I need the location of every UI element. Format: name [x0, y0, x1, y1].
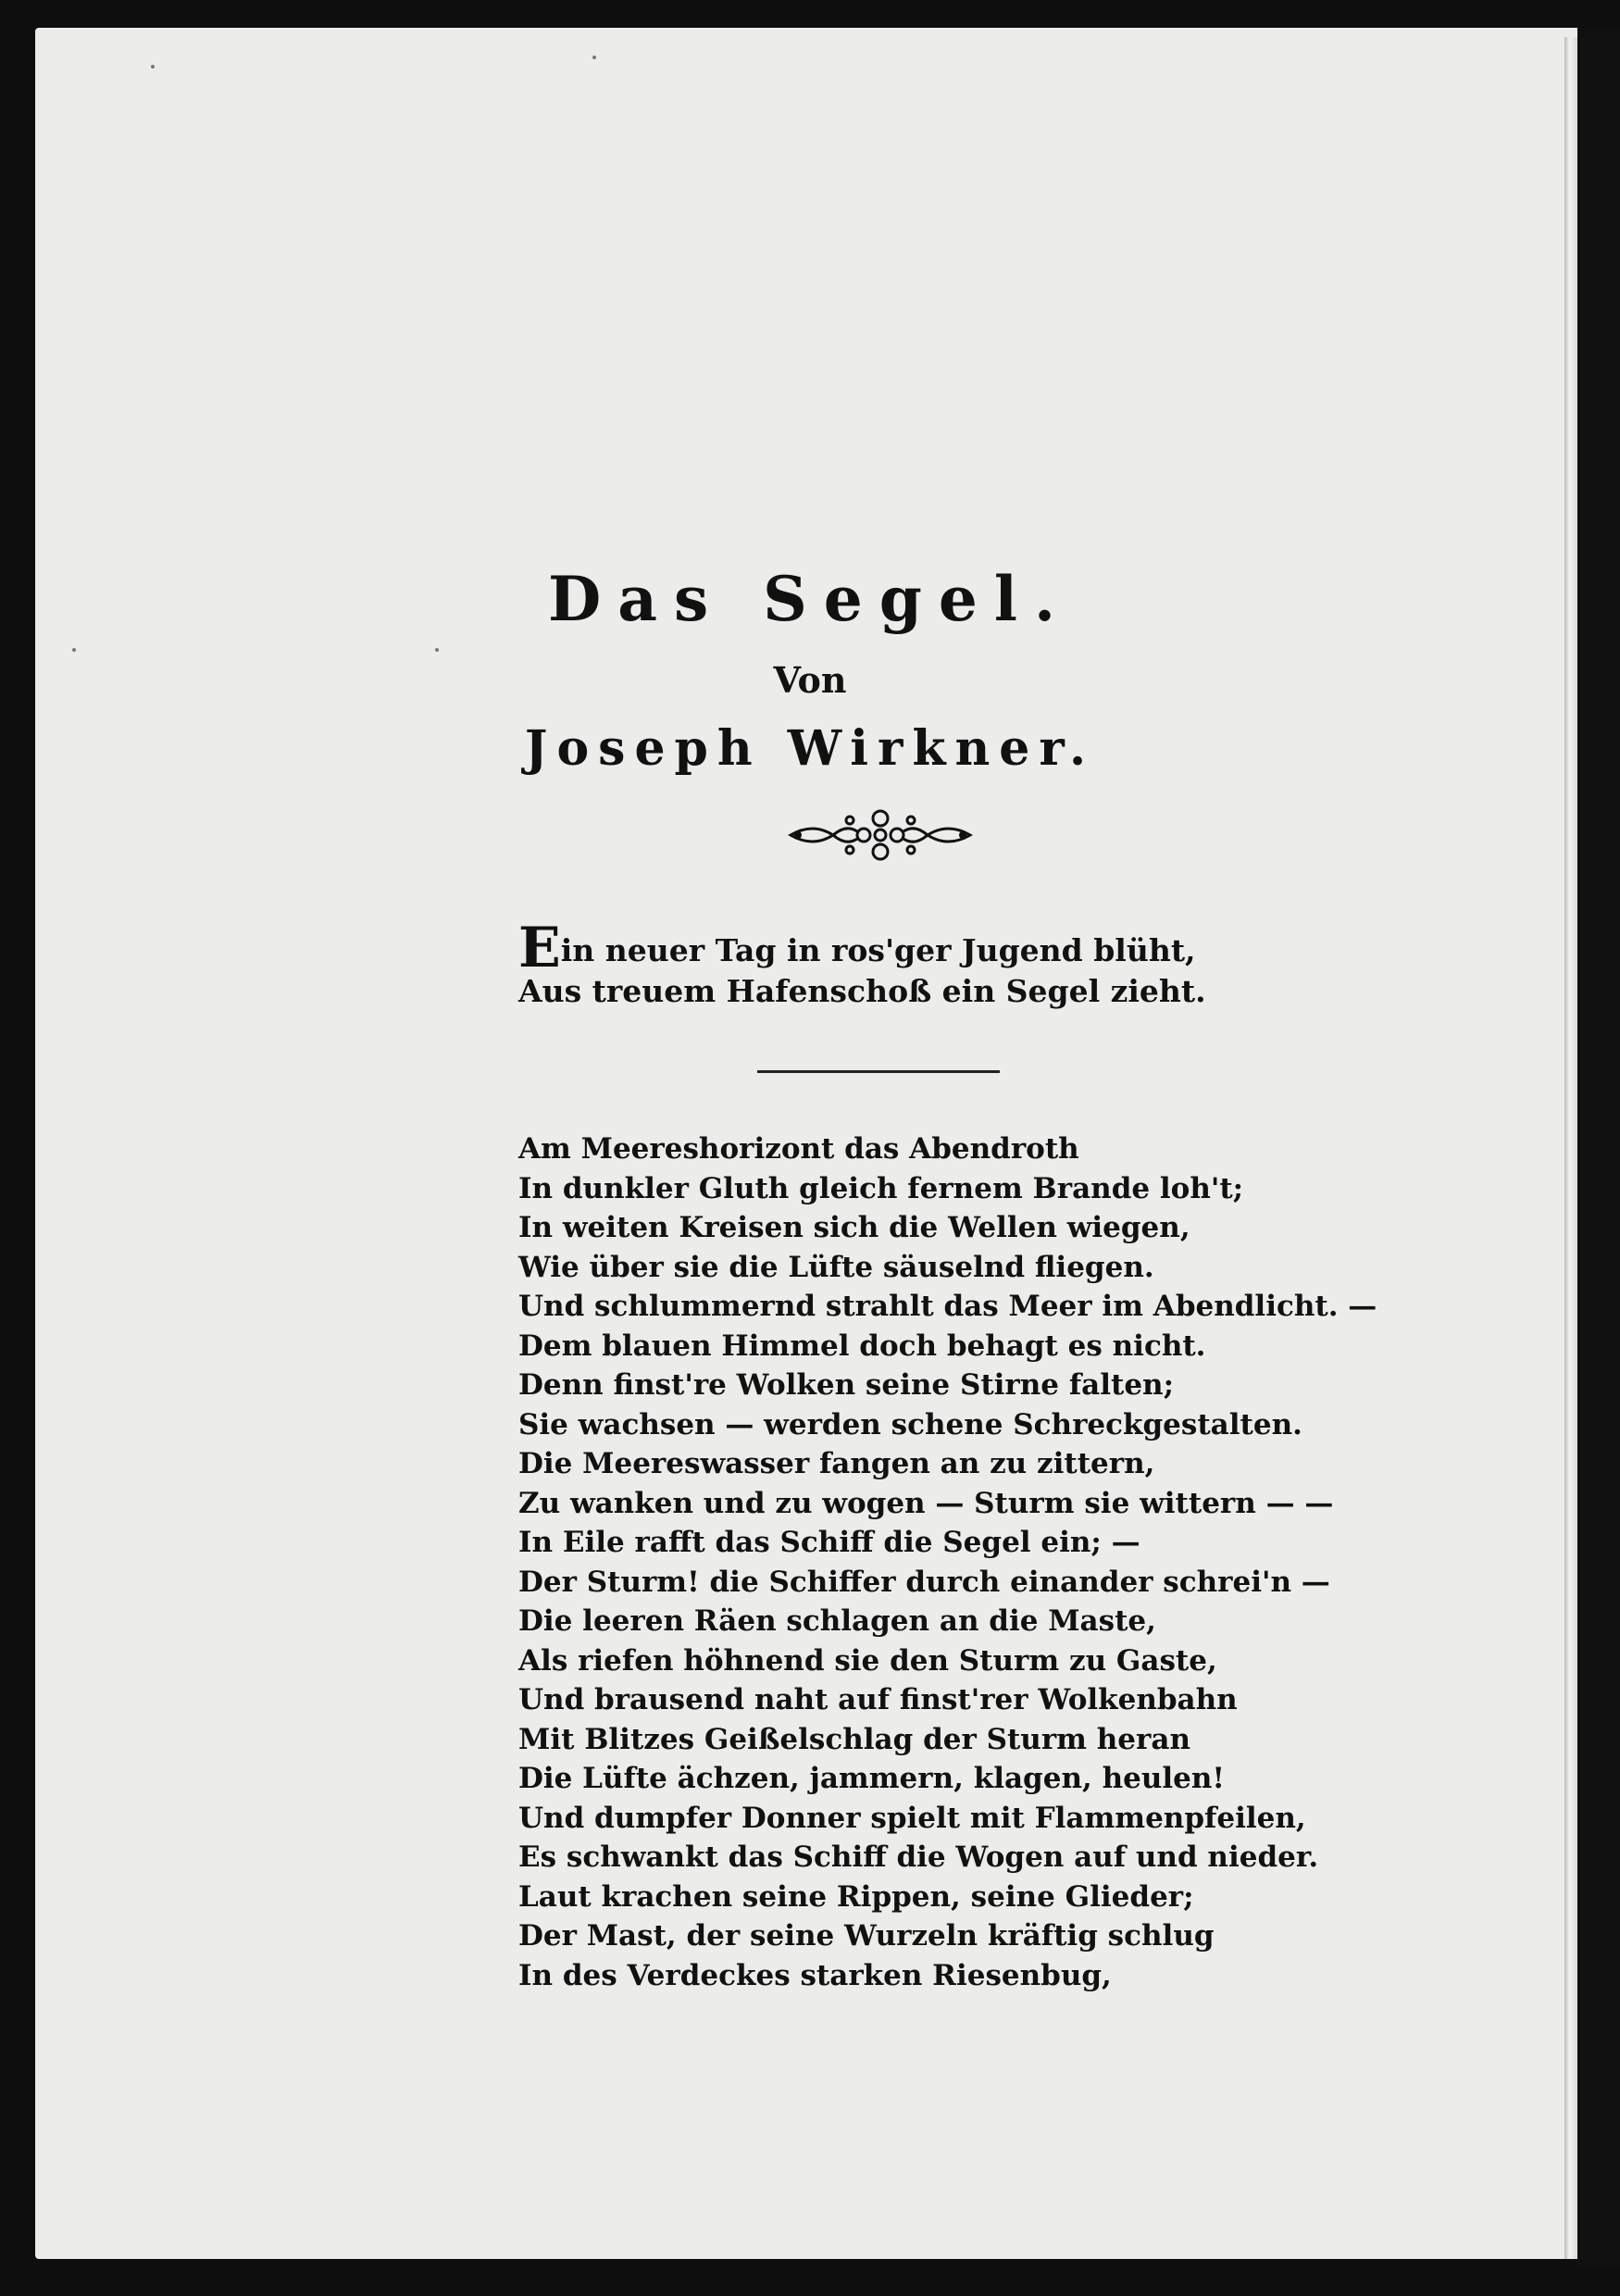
poem-line: In weiten Kreisen sich die Wellen wiegen,: [518, 1211, 1190, 1244]
poem-line: Laut krachen seine Rippen, seine Glieder;: [518, 1879, 1194, 1914]
floral-vignette-icon: [785, 802, 976, 868]
poem-line: Wie über sie die Lüfte säuselnd fliegen.: [518, 1250, 1154, 1284]
poem-body: [518, 1129, 1444, 1995]
paper-speck: [72, 648, 76, 652]
drop-cap: E: [518, 916, 561, 980]
page-edge: [1564, 37, 1577, 2259]
poem-line: Am Meereshorizont das Abendroth: [518, 1132, 1079, 1166]
poem-line: Als riefen höhnend sie den Sturm zu Gaste,: [518, 1643, 1217, 1678]
poem-line: Mit Blitzes Geißelschlag der Sturm heran: [518, 1722, 1190, 1756]
epigraph: [518, 916, 1352, 1012]
poem-line: Und schlummernd strahlt das Meer im Abendlicht. —: [518, 1290, 1377, 1323]
poem-line: Zu wanken und zu wogen — Sturm sie wittern — —: [518, 1486, 1334, 1520]
poem-line: Dem blauen Himmel doch behagt es nicht.: [518, 1329, 1206, 1363]
paper-speck: [435, 648, 439, 652]
poem-line: Die Lüfte ächzen, jammern, klagen, heulen!: [518, 1762, 1226, 1795]
poem-line: Der Sturm! die Schiffer durch einander schrei'n —: [518, 1565, 1330, 1599]
poem-line: Und brausend naht auf finst'rer Wolkenbahn: [518, 1683, 1238, 1716]
facing-page-shadow: [1577, 28, 1620, 2268]
epigraph-line-1: [518, 916, 1352, 980]
paper-speck: [151, 65, 155, 69]
poem-line: Es schwankt das Schiff die Wogen auf und nieder.: [518, 1841, 1319, 1874]
poem-line: In des Verdeckes starken Riesenbug,: [518, 1958, 1112, 1992]
epigraph-line-2: Aus treuem Hafenschoß ein Segel zieht.: [518, 973, 1206, 1009]
poem-line: Und dumpfer Donner spielt mit Flammenpfeilen,: [518, 1801, 1306, 1835]
poem-line: Denn finst're Wolken seine Stirne falten;: [518, 1368, 1175, 1402]
epigraph-line-1-text: in neuer Tag in ros'ger Jugend blüht,: [560, 932, 1196, 968]
byline-von: Von: [773, 659, 847, 701]
paper-speck: [592, 56, 596, 59]
poem-line: In dunkler Gluth gleich fernem Brande loh't;: [518, 1171, 1244, 1205]
poem-line: In Eile rafft das Schiff die Segel ein; —: [518, 1526, 1140, 1559]
poem-line: Die leeren Räen schlagen an die Maste,: [518, 1604, 1156, 1638]
poem-line: Der Mast, der seine Wurzeln kräftig schlug: [518, 1919, 1215, 1953]
poem-line: Die Meereswasser fangen an zu zittern,: [518, 1447, 1155, 1480]
poem-title: Das Segel.: [548, 563, 1072, 635]
poem-line: Sie wachsen — werden schene Schreckgestalten.: [518, 1407, 1302, 1441]
section-divider: [757, 1070, 1000, 1073]
author-name: Joseph Wirkner.: [524, 720, 1096, 777]
